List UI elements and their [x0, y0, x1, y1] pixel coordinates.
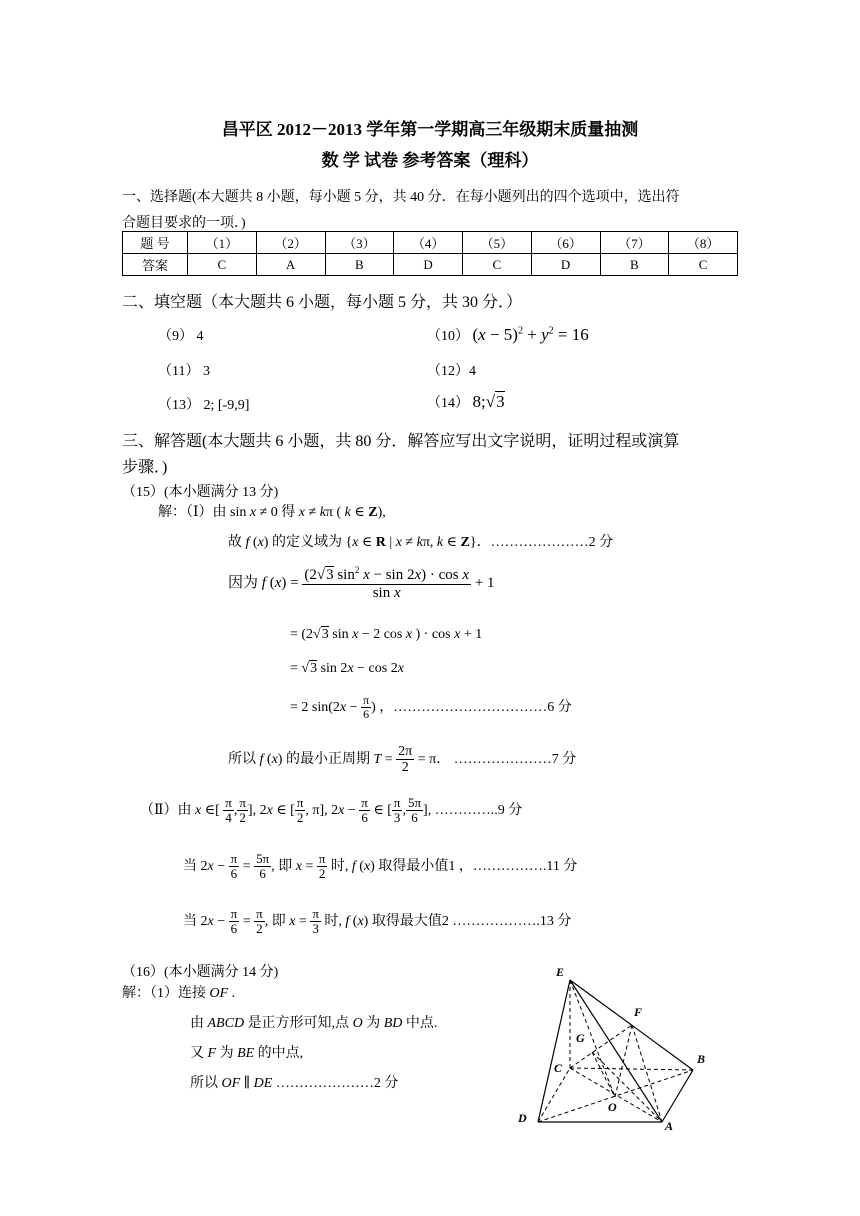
- table-cell: B: [325, 254, 394, 276]
- edge-cb: [570, 1068, 693, 1070]
- q15-score-13: ……………….13 分: [452, 914, 572, 930]
- fraction: $\frac{\pi}{2}$: [239, 795, 246, 826]
- label-o: O: [608, 1100, 617, 1114]
- q16-score-2: …………………2 分: [275, 1076, 399, 1091]
- label-d: D: [518, 1111, 527, 1125]
- table-cell: D: [531, 254, 600, 276]
- table-answer-label: 答案: [123, 254, 188, 276]
- table-cell: （6）: [531, 232, 600, 254]
- table-cell: （3）: [325, 232, 394, 254]
- table-cell: C: [463, 254, 532, 276]
- section1-line1: 一、选择题(本大题共 8 小题，每小题 5 分，共 40 分．在每小题列出的四个选项中，选出符: [122, 190, 680, 205]
- edge-de: [538, 980, 570, 1122]
- label-b: B: [697, 1052, 706, 1066]
- q15-expression: 因为 f (x) = $\frac{(2√3 \sin^2 x - \sin 2x) \cdot \cos x}{\text{sin x}}$ + 1: [228, 565, 495, 601]
- q15-step3: = 2 sin(2x − $\frac{\pi}{6}$ ) ，……………………………6 分: [290, 693, 572, 722]
- table-cell: （2）: [256, 232, 325, 254]
- fraction: $\frac{\pi}{6}$: [230, 906, 238, 937]
- q15-score-6: ……………………………6 分: [393, 699, 572, 715]
- q15-title: （15）(本小题满分 13 分): [122, 485, 279, 500]
- seg-go: [592, 1052, 615, 1097]
- table-row: [123, 254, 738, 276]
- q15-domain-line: 故 f (x) 的定义域为 {x ∈ R | x ≠ kπ, k ∈ Z}．…………………2 分: [228, 535, 614, 550]
- q15-part2: （Ⅱ）由 x ∈[ $\frac{\pi}{4}$ , $\frac{\pi}{2}$ ], 2x ∈ [ $\frac{\pi}{2}$ , π], 2x − $\frac{\pi}{6}$ ∈ [ $\frac{\pi}{3}$ , $\frac{5\pi}{6}$ ], …………..9 分: [140, 795, 523, 826]
- answer-13: （13） 2; [-9,9]: [158, 398, 250, 413]
- table-cell: B: [600, 254, 669, 276]
- answer-10: （10） $(x - 5)^2 + y^2 = 16$: [427, 325, 589, 344]
- q16-line3: 又 F 为 BE 的中点,: [190, 1046, 304, 1061]
- table-cell: A: [256, 254, 325, 276]
- fraction: $\frac{2\pi}{2}$: [398, 744, 413, 776]
- q16-line4: 所以 OF ∥ DE …………………2 分: [190, 1076, 399, 1091]
- table-cell: D: [394, 254, 463, 276]
- fraction: $\frac{\pi}{3}$: [393, 795, 401, 826]
- section3-heading-2: 步骤．): [122, 459, 168, 476]
- fraction: $\frac{\pi}{2}$: [256, 906, 263, 937]
- table-cell: （7）: [600, 232, 669, 254]
- answer-14-label: （14）: [427, 396, 469, 411]
- q15-score-9: …………..9 分: [434, 803, 523, 819]
- fraction: $\frac{\pi}{2}$: [318, 851, 326, 882]
- title-line-1: 昌平区 2012－2013 学年第一学期高三年级期末质量抽测: [221, 120, 639, 139]
- table-cell: C: [188, 254, 257, 276]
- q15-step1: = (2√3 sin x − 2 cos x ) · cos x + 1: [290, 627, 483, 642]
- label-c: C: [554, 1061, 563, 1075]
- q16-line2: 由 ABCD 是正方形可知,点 O 为 BD 中点.: [190, 1016, 438, 1031]
- table-cell: （4）: [394, 232, 463, 254]
- table-cell: （8）: [669, 232, 738, 254]
- section2-heading: 二、填空题（本大题共 6 小题，每小题 5 分，共 30 分．）: [122, 294, 523, 311]
- fraction: $\frac{\pi}{6}$: [363, 693, 370, 722]
- table-header-label: 题 号: [123, 232, 188, 254]
- edge-dc: [538, 1068, 570, 1122]
- label-f: F: [634, 1005, 643, 1019]
- q16-line1: 解：（1）连接 OF .: [122, 986, 236, 1001]
- title-line-2: 数 学 试卷 参考答案（理科）: [321, 151, 539, 170]
- answer-table: [122, 231, 738, 276]
- answer-14: （14） 8;√3: [427, 392, 505, 411]
- fraction: $\frac{\pi}{2}$: [296, 795, 304, 826]
- fraction: $\frac{\pi}{4}$: [225, 795, 232, 826]
- answer-12: （12）4: [427, 364, 476, 379]
- answer-11: （11） 3: [158, 364, 210, 379]
- q15-min: 当 2x − $\frac{\pi}{6}$ = $\frac{5\pi}{6}$ , 即 x = $\frac{\pi}{2}$ 时, f (x) 取得最小值1 ，…………….11 分: [183, 851, 578, 882]
- answer-10-label: （10）: [427, 329, 469, 344]
- table-row: [123, 232, 738, 254]
- label-a: A: [665, 1119, 674, 1133]
- fraction: $\frac{5\pi}{6}$: [407, 795, 422, 826]
- q15-period: 所以 f (x) 的最小正周期 T = $\frac{2\pi}{2}$ = π． …………………7 分: [228, 744, 577, 776]
- answer-9: （9） 4: [158, 329, 204, 344]
- section1-line2: 合题目要求的一项．): [122, 216, 246, 231]
- fraction: $\frac{\pi}{6}$: [230, 851, 238, 882]
- q15-score-2: …………………2 分: [490, 535, 614, 550]
- q16-title: （16）(本小题满分 14 分): [122, 965, 279, 980]
- label-g: G: [576, 1031, 585, 1045]
- table-cell: C: [669, 254, 738, 276]
- label-e: E: [556, 965, 565, 979]
- pyramid-figure: [510, 960, 725, 1135]
- q15-score-7: …………………7 分: [453, 752, 577, 768]
- fraction: $\frac{5\pi}{6}$: [256, 851, 270, 882]
- fraction: $\frac{(2√3 \sin^2 x - \sin 2x) \cdot \cos x}{\text{sin x}}$: [304, 565, 470, 601]
- fraction: $\frac{\pi}{3}$: [312, 906, 319, 937]
- q15-max: 当 2x − $\frac{\pi}{6}$ = $\frac{\pi}{2}$ , 即 x = $\frac{\pi}{3}$ 时, f (x) 取得最大值2 ……………….13 分: [183, 906, 572, 937]
- table-cell: （5）: [463, 232, 532, 254]
- q15-score-11: …………….11 分: [472, 859, 578, 875]
- edge-ab: [662, 1070, 693, 1122]
- seg-fo: [615, 1025, 632, 1097]
- q15-part1-line: 解：（Ⅰ）由 sin x ≠ 0 得 x ≠ kπ ( k ∈ Z),: [158, 505, 386, 520]
- table-cell: （1）: [188, 232, 257, 254]
- fraction: $\frac{\pi}{6}$: [361, 795, 368, 826]
- q15-step2: = √3 sin 2x − cos 2x: [290, 661, 404, 676]
- section3-heading-1: 三、解答题(本大题共 6 小题，共 80 分．解答应写出文字说明，证明过程或演算: [122, 433, 680, 450]
